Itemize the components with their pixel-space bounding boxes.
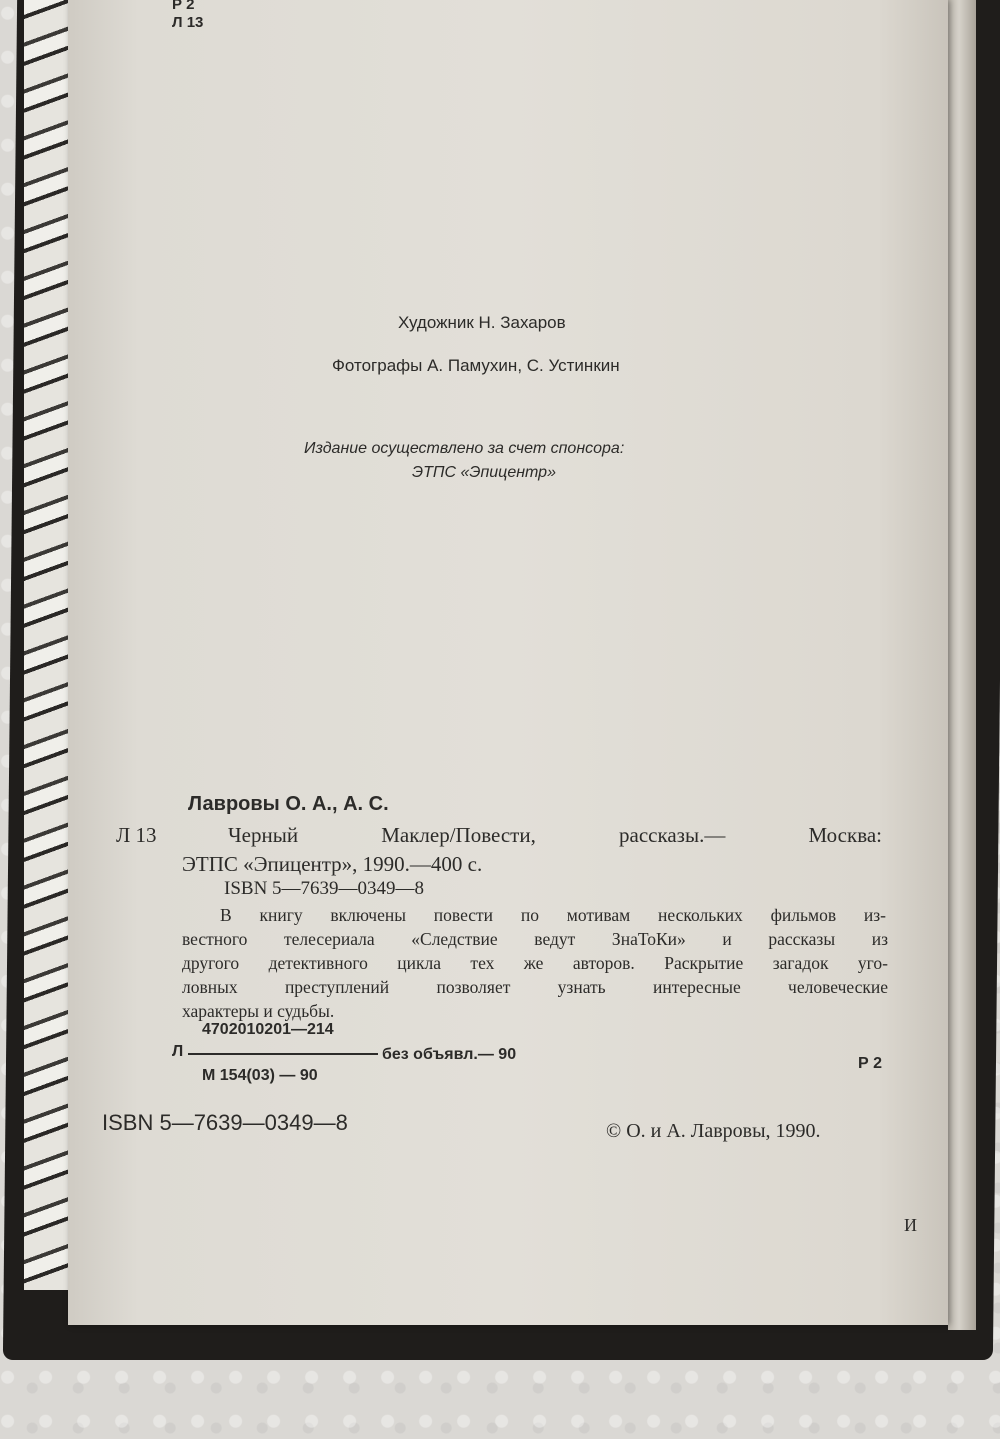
annotation-line: ловных преступлений позволяет узнать интересные человеческие bbox=[182, 977, 888, 997]
catalog-code-fraction-line bbox=[188, 1053, 378, 1055]
sponsor-line-2: ЭТПС «Эпицентр» bbox=[412, 464, 556, 481]
annotation-line: другого детективного цикла тех же авторов. Раскрытие загадок уго- bbox=[182, 953, 888, 973]
marbled-endpaper bbox=[24, 0, 70, 1290]
catalog-code-letter: Л bbox=[172, 1043, 184, 1060]
annotation-line: характеры и судьбы. bbox=[182, 1001, 335, 1021]
catalog-title-line-1: Черный Маклер/Повести, рассказы.— Москва: bbox=[228, 823, 882, 847]
footer-isbn: ISBN 5—7639—0349—8 bbox=[102, 1110, 348, 1135]
copyright-page bbox=[68, 0, 948, 1325]
catalog-isbn: ISBN 5—7639—0349—8 bbox=[224, 878, 425, 899]
annotation-line: В книгу включены повести по мотивам нескольких фильмов из- bbox=[220, 905, 886, 925]
catalog-title-line-2: ЭТПС «Эпицентр», 1990.—400 с. bbox=[182, 852, 483, 876]
photographers-credit: Фотографы А. Памухин, С. Устинкин bbox=[332, 356, 620, 375]
catalog-authors: Лавровы О. А., А. С. bbox=[188, 793, 389, 815]
catalog-code-note: без объявл.— 90 bbox=[382, 1046, 517, 1063]
catalog-code-denominator: М 154(03) — 90 bbox=[202, 1067, 318, 1084]
catalog-call-number: Л 13 bbox=[116, 823, 157, 847]
page-edge bbox=[948, 0, 976, 1330]
footer-copyright: © О. и А. Лавровы, 1990. bbox=[606, 1120, 821, 1142]
annotation-line: вестного телесериала «Следствие ведут ЗнаТоКи» и рассказы из bbox=[182, 929, 888, 949]
sponsor-line-1: Издание осуществлено за счет спонсора: bbox=[304, 440, 625, 457]
index-line-2: Л 13 bbox=[172, 14, 204, 31]
catalog-code-numerator: 4702010201—214 bbox=[202, 1021, 334, 1038]
artist-credit: Художник Н. Захаров bbox=[398, 313, 566, 332]
catalog-bbk: Р 2 bbox=[858, 1055, 883, 1072]
corner-mark: И bbox=[904, 1215, 917, 1235]
index-line-1: Р 2 bbox=[172, 0, 195, 13]
